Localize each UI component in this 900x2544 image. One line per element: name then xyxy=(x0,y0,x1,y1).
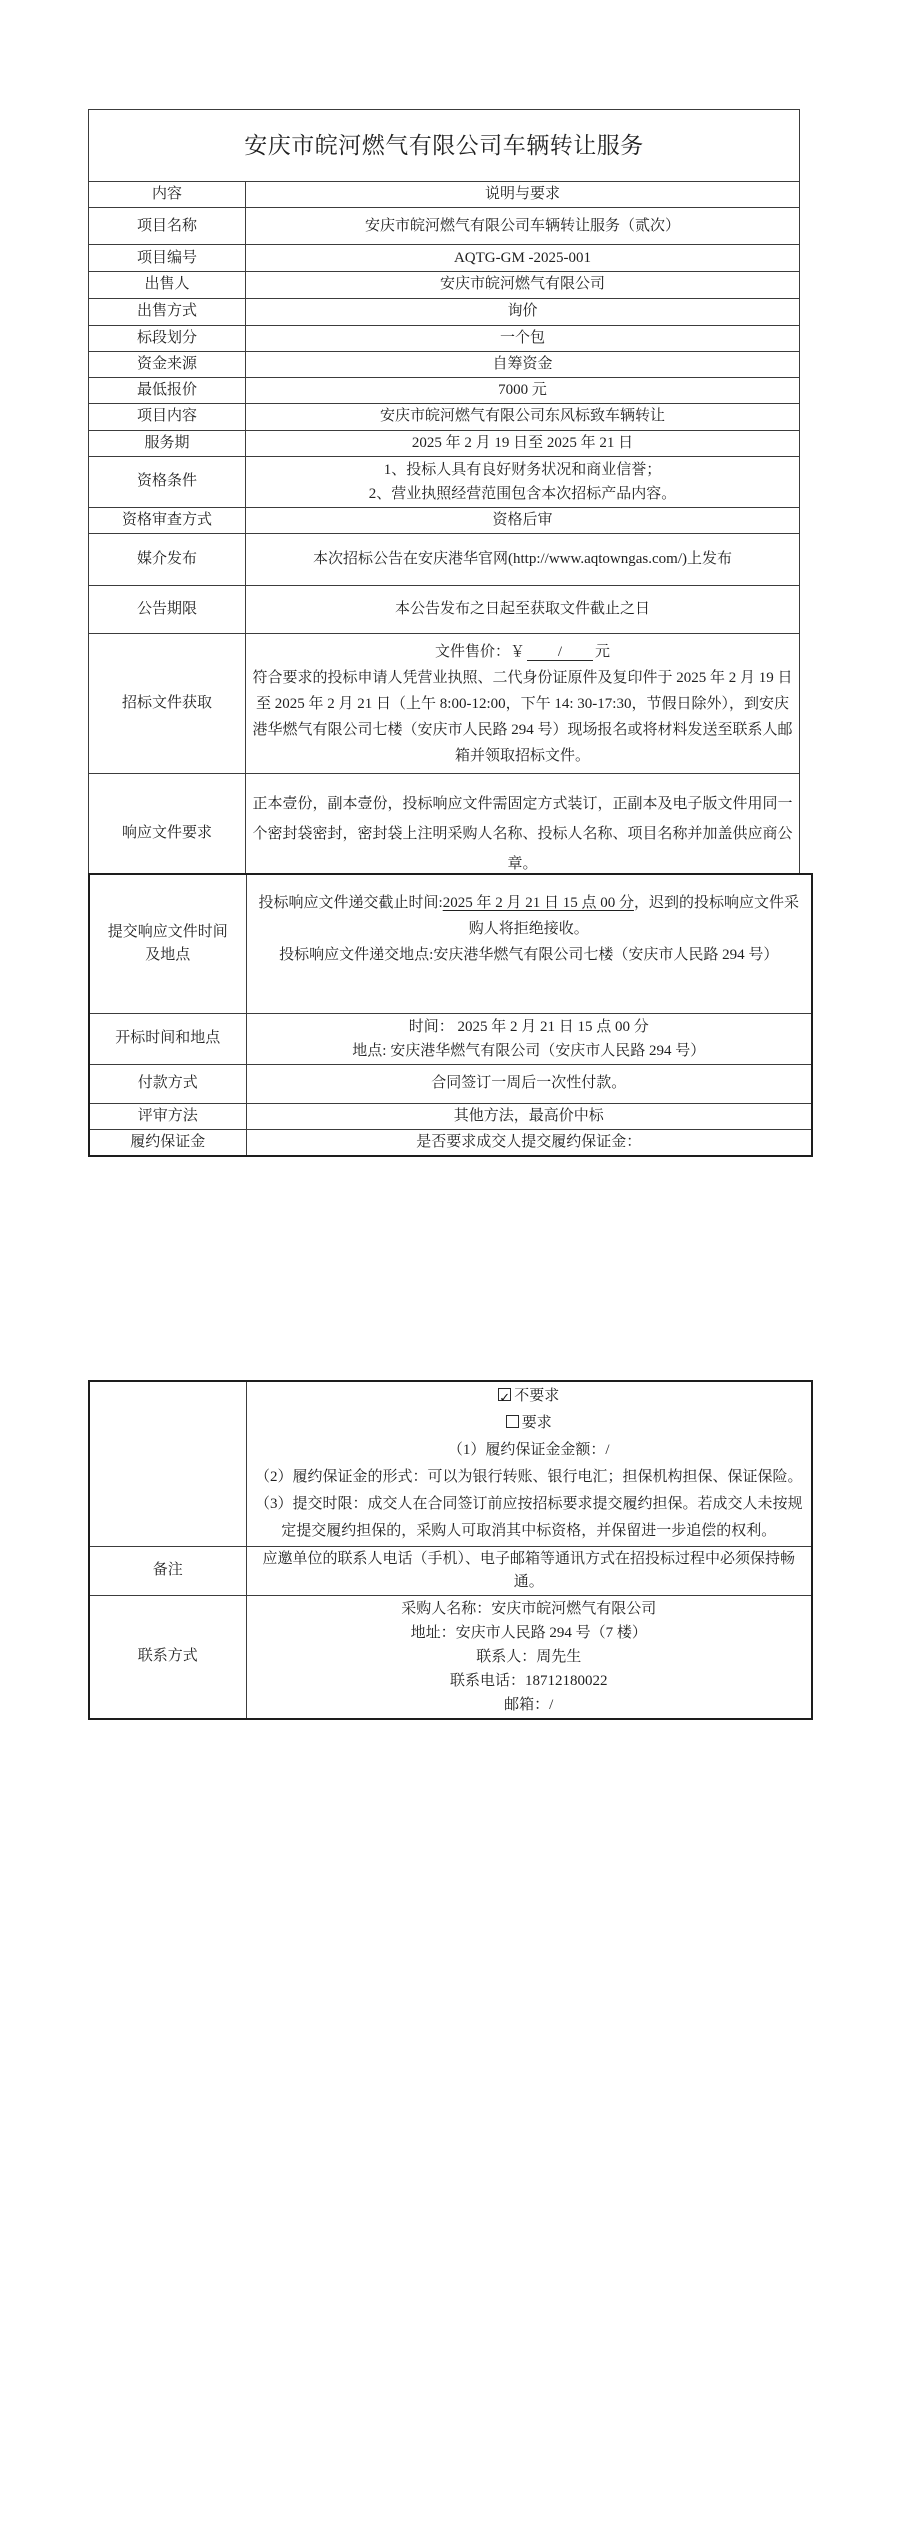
row-label-lot-division: 标段划分 xyxy=(89,325,246,351)
bond-option-not-required-label: 不要求 xyxy=(514,1388,560,1404)
row-label-qualification: 资格条件 xyxy=(89,456,246,507)
doc-price-line xyxy=(252,639,793,665)
opening-time-line: 时间： 2025 年 2 月 21 日 15 点 00 分 xyxy=(408,1018,649,1035)
bond-item-1: （1）履约保证金金额：/ xyxy=(447,1442,610,1458)
tender-submission-box xyxy=(88,873,813,1157)
row-value-response-req: 正本壹份，副本壹份，投标响应文件需固定方式装订，正副本及电子版文件用同一个密封袋密封，密封袋上注明采购人名称、投标人名称、项目名称并加盖供应商公章。 xyxy=(246,774,800,894)
row-label-opening: 开标时间和地点 xyxy=(89,1013,246,1064)
submit-label-line-2: 及地点 xyxy=(145,946,191,963)
row-label-fund-source: 资金来源 xyxy=(89,351,246,377)
row-value-opening xyxy=(246,1013,812,1064)
row-label-response-req: 响应文件要求 xyxy=(89,774,246,894)
doc-price-blank: / xyxy=(527,644,593,662)
document-title: 安庆市皖河燃气有限公司车辆转让服务 xyxy=(89,110,800,182)
doc-obtain-body: 符合要求的投标申请人凭营业执照、二代身份证原件及复印件于 2025 年 2 月 19 日至 2025 年 2 月 21 日（上午 8:00-12:00，下午 14: 30-17:30，节假日除外），到安庆港华燃气有限公司七楼（安庆市人民路 294 号）现场报名或将材料发送至联系人邮箱并领取招标文件。 xyxy=(252,669,793,764)
checkbox-unchecked-icon xyxy=(506,1415,519,1428)
row-value-payment: 合同签订一周后一次性付款。 xyxy=(246,1064,812,1103)
row-value-seller: 安庆市皖河燃气有限公司 xyxy=(246,272,800,298)
row-label-submit-time-place xyxy=(89,874,246,1013)
submit-label-line-1: 提交响应文件时间 xyxy=(107,923,228,940)
bond-option-not-required xyxy=(253,1383,806,1410)
row-label-sale-method: 出售方式 xyxy=(89,298,246,325)
row-value-sale-method: 询价 xyxy=(246,298,800,325)
row-value-performance-bond: 是否要求成交人提交履约保证金： xyxy=(246,1129,812,1156)
bond-option-required-label: 要求 xyxy=(521,1415,552,1431)
checkbox-checked-icon xyxy=(498,1388,511,1401)
row-value-evaluation: 其他方法，最高价中标 xyxy=(246,1103,812,1129)
submit-cell-spacer xyxy=(253,968,806,998)
qualification-line-1: 1、投标人具有良好财务状况和商业信誉； xyxy=(383,461,662,478)
header-content-label: 内容 xyxy=(89,182,246,208)
doc-price-suffix: 元 xyxy=(595,643,611,660)
row-label-project-number: 项目编号 xyxy=(89,245,246,272)
qualification-line-2: 2、营业执照经营范围包含本次招标产品内容。 xyxy=(368,485,677,502)
bond-item-2: （2）履约保证金的形式：可以为银行转账、银行电汇；担保机构担保、保证保险。 xyxy=(254,1469,803,1485)
submit-place-paragraph: 投标响应文件递交地点:安庆港华燃气有限公司七楼（安庆市人民路 294 号） xyxy=(279,946,779,963)
opening-place-line: 地点: 安庆港华燃气有限公司（安庆市人民路 294 号） xyxy=(352,1042,706,1059)
row-label-minimum-price: 最低报价 xyxy=(89,378,246,404)
bond-item-3: （3）提交时限：成交人在合同签订前应按招标要求提交履约担保。若成交人未按规定提交履约担保的，采购人可取消其中标资格，并保留进一步追偿的权利。 xyxy=(254,1496,803,1539)
row-value-project-name: 安庆市皖河燃气有限公司车辆转让服务（贰次） xyxy=(246,208,800,245)
row-label-remark: 备注 xyxy=(89,1547,246,1596)
row-label-seller: 出售人 xyxy=(89,272,246,298)
submit-deadline-suffix: ，迟到的投标响应文件采购人将拒绝接收。 xyxy=(468,894,799,937)
row-value-lot-division: 一个包 xyxy=(246,325,800,351)
row-value-service-period: 2025 年 2 月 19 日至 2025 年 21 日 xyxy=(246,430,800,456)
bond-detail-empty-label xyxy=(89,1381,246,1547)
row-label-qualification-review: 资格审查方式 xyxy=(89,507,246,533)
row-label-doc-obtain: 招标文件获取 xyxy=(89,634,246,774)
row-label-evaluation: 评审方法 xyxy=(89,1103,246,1129)
contact-person: 联系人：周先生 xyxy=(476,1649,582,1665)
bond-option-required xyxy=(253,1410,806,1437)
row-value-remark: 应邀单位的联系人电话（手机）、电子邮箱等通讯方式在招投标过程中必须保持畅通。 xyxy=(246,1547,812,1596)
row-value-project-content: 安庆市皖河燃气有限公司东风标致车辆转让 xyxy=(246,404,800,430)
row-value-fund-source: 自筹资金 xyxy=(246,351,800,377)
bond-detail-table xyxy=(88,1380,813,1720)
row-label-project-content: 项目内容 xyxy=(89,404,246,430)
row-label-service-period: 服务期 xyxy=(89,430,246,456)
header-requirements-label: 说明与要求 xyxy=(246,182,800,208)
row-label-project-name: 项目名称 xyxy=(89,208,246,245)
row-label-payment: 付款方式 xyxy=(89,1064,246,1103)
row-value-submit-time-place xyxy=(246,874,812,1013)
row-label-notice-period: 公告期限 xyxy=(89,586,246,634)
row-value-project-number: AQTG-GM -2025-001 xyxy=(246,245,800,272)
row-label-contact: 联系方式 xyxy=(89,1596,246,1720)
contact-phone: 联系电话：18712180022 xyxy=(449,1673,608,1689)
row-value-qualification-review: 资格后审 xyxy=(246,507,800,533)
contact-buyer-name: 采购人名称：安庆市皖河燃气有限公司 xyxy=(401,1601,657,1617)
row-value-qualification xyxy=(246,456,800,507)
submit-deadline-time: 2025 年 2 月 21 日 15 点 00 分 xyxy=(442,894,634,911)
row-value-notice-period: 本公告发布之日起至获取文件截止之日 xyxy=(246,586,800,634)
submit-deadline-prefix: 投标响应文件递交截止时间: xyxy=(258,894,443,911)
row-value-contact xyxy=(246,1596,812,1720)
contact-email: 邮箱：/ xyxy=(504,1697,554,1713)
bond-detail-cell xyxy=(246,1381,812,1547)
row-label-performance-bond: 履约保证金 xyxy=(89,1129,246,1156)
row-label-media-publish: 媒介发布 xyxy=(89,534,246,586)
contact-address: 地址：安庆市人民路 294 号（7 楼） xyxy=(410,1625,647,1641)
row-value-doc-obtain xyxy=(246,634,800,774)
doc-price-prefix: 文件售价：￥ xyxy=(434,643,525,660)
row-value-media-publish: 本次招标公告在安庆港华官网(http://www.aqtowngas.com/)上发布 xyxy=(246,534,800,586)
row-value-minimum-price: 7000 元 xyxy=(246,378,800,404)
tender-info-table xyxy=(88,109,800,894)
submit-deadline-paragraph xyxy=(253,890,806,942)
